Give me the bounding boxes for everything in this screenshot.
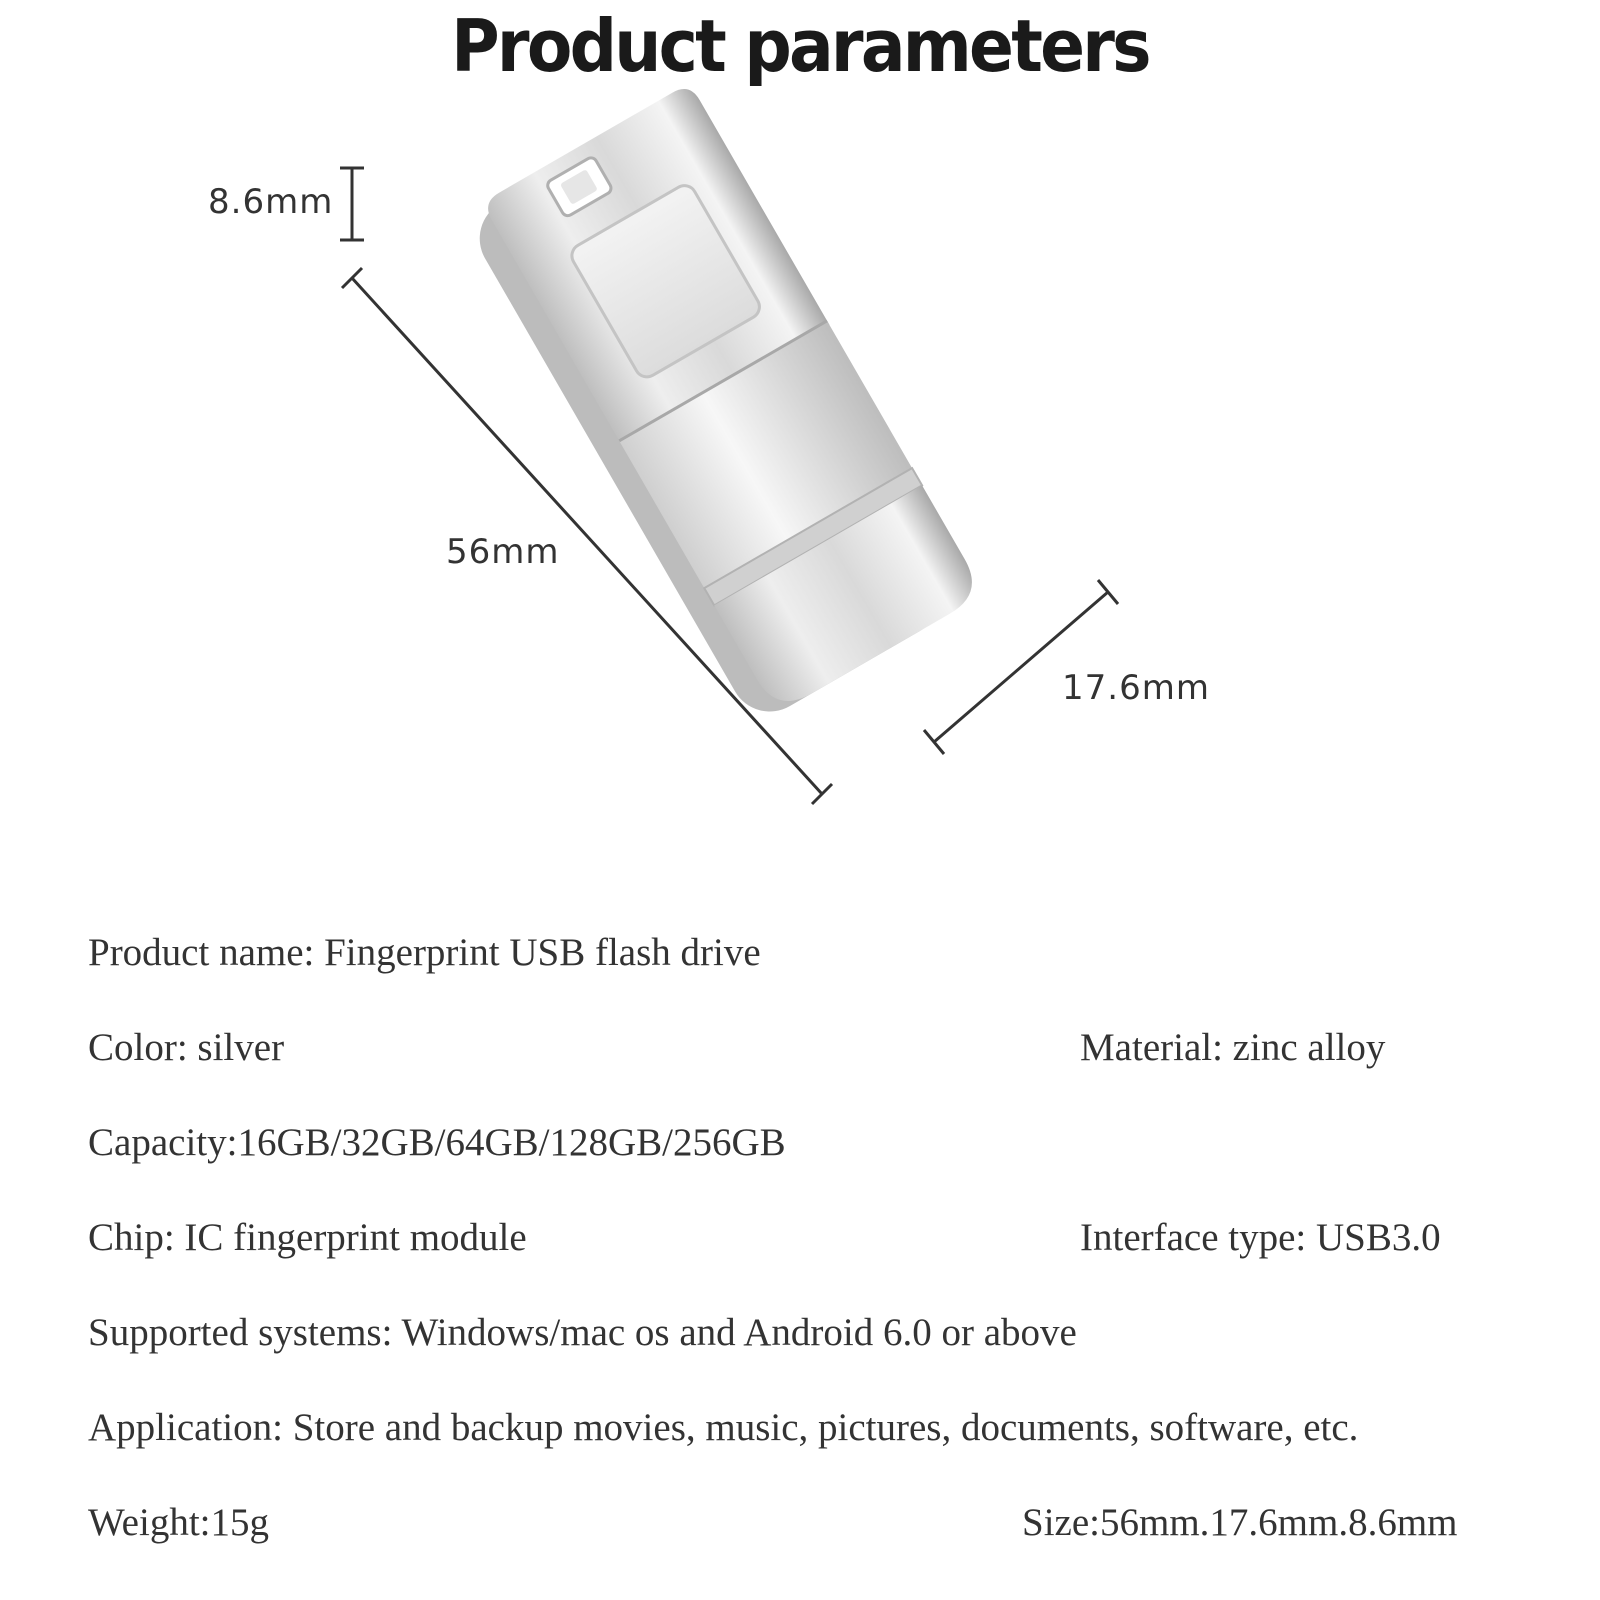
height-dimension-line <box>340 168 364 240</box>
page-title: Product parameters <box>451 4 1149 88</box>
spec-product-name: Product name: Fingerprint USB flash drive <box>88 931 761 974</box>
spec-size: Size:56mm.17.6mm.8.6mm <box>1022 1501 1458 1544</box>
spec-weight: Weight:15g <box>88 1501 270 1544</box>
height-dimension-label: 8.6mm <box>208 182 334 222</box>
spec-application: Application: Store and backup movies, music, pictures, documents, software, etc. <box>88 1406 1359 1449</box>
spec-capacity: Capacity:16GB/32GB/64GB/128GB/256GB <box>88 1121 786 1164</box>
usb-drive-image <box>460 83 984 726</box>
spec-color: Color: silver <box>88 1026 285 1069</box>
spec-interface: Interface type: USB3.0 <box>1080 1216 1441 1259</box>
length-dimension-label: 56mm <box>446 532 560 572</box>
spec-chip: Chip: IC fingerprint module <box>88 1216 527 1259</box>
spec-material: Material: zinc alloy <box>1080 1026 1386 1069</box>
spec-supported-systems: Supported systems: Windows/mac os and Android 6.0 or above <box>88 1311 1077 1354</box>
width-dimension-label: 17.6mm <box>1062 668 1210 708</box>
